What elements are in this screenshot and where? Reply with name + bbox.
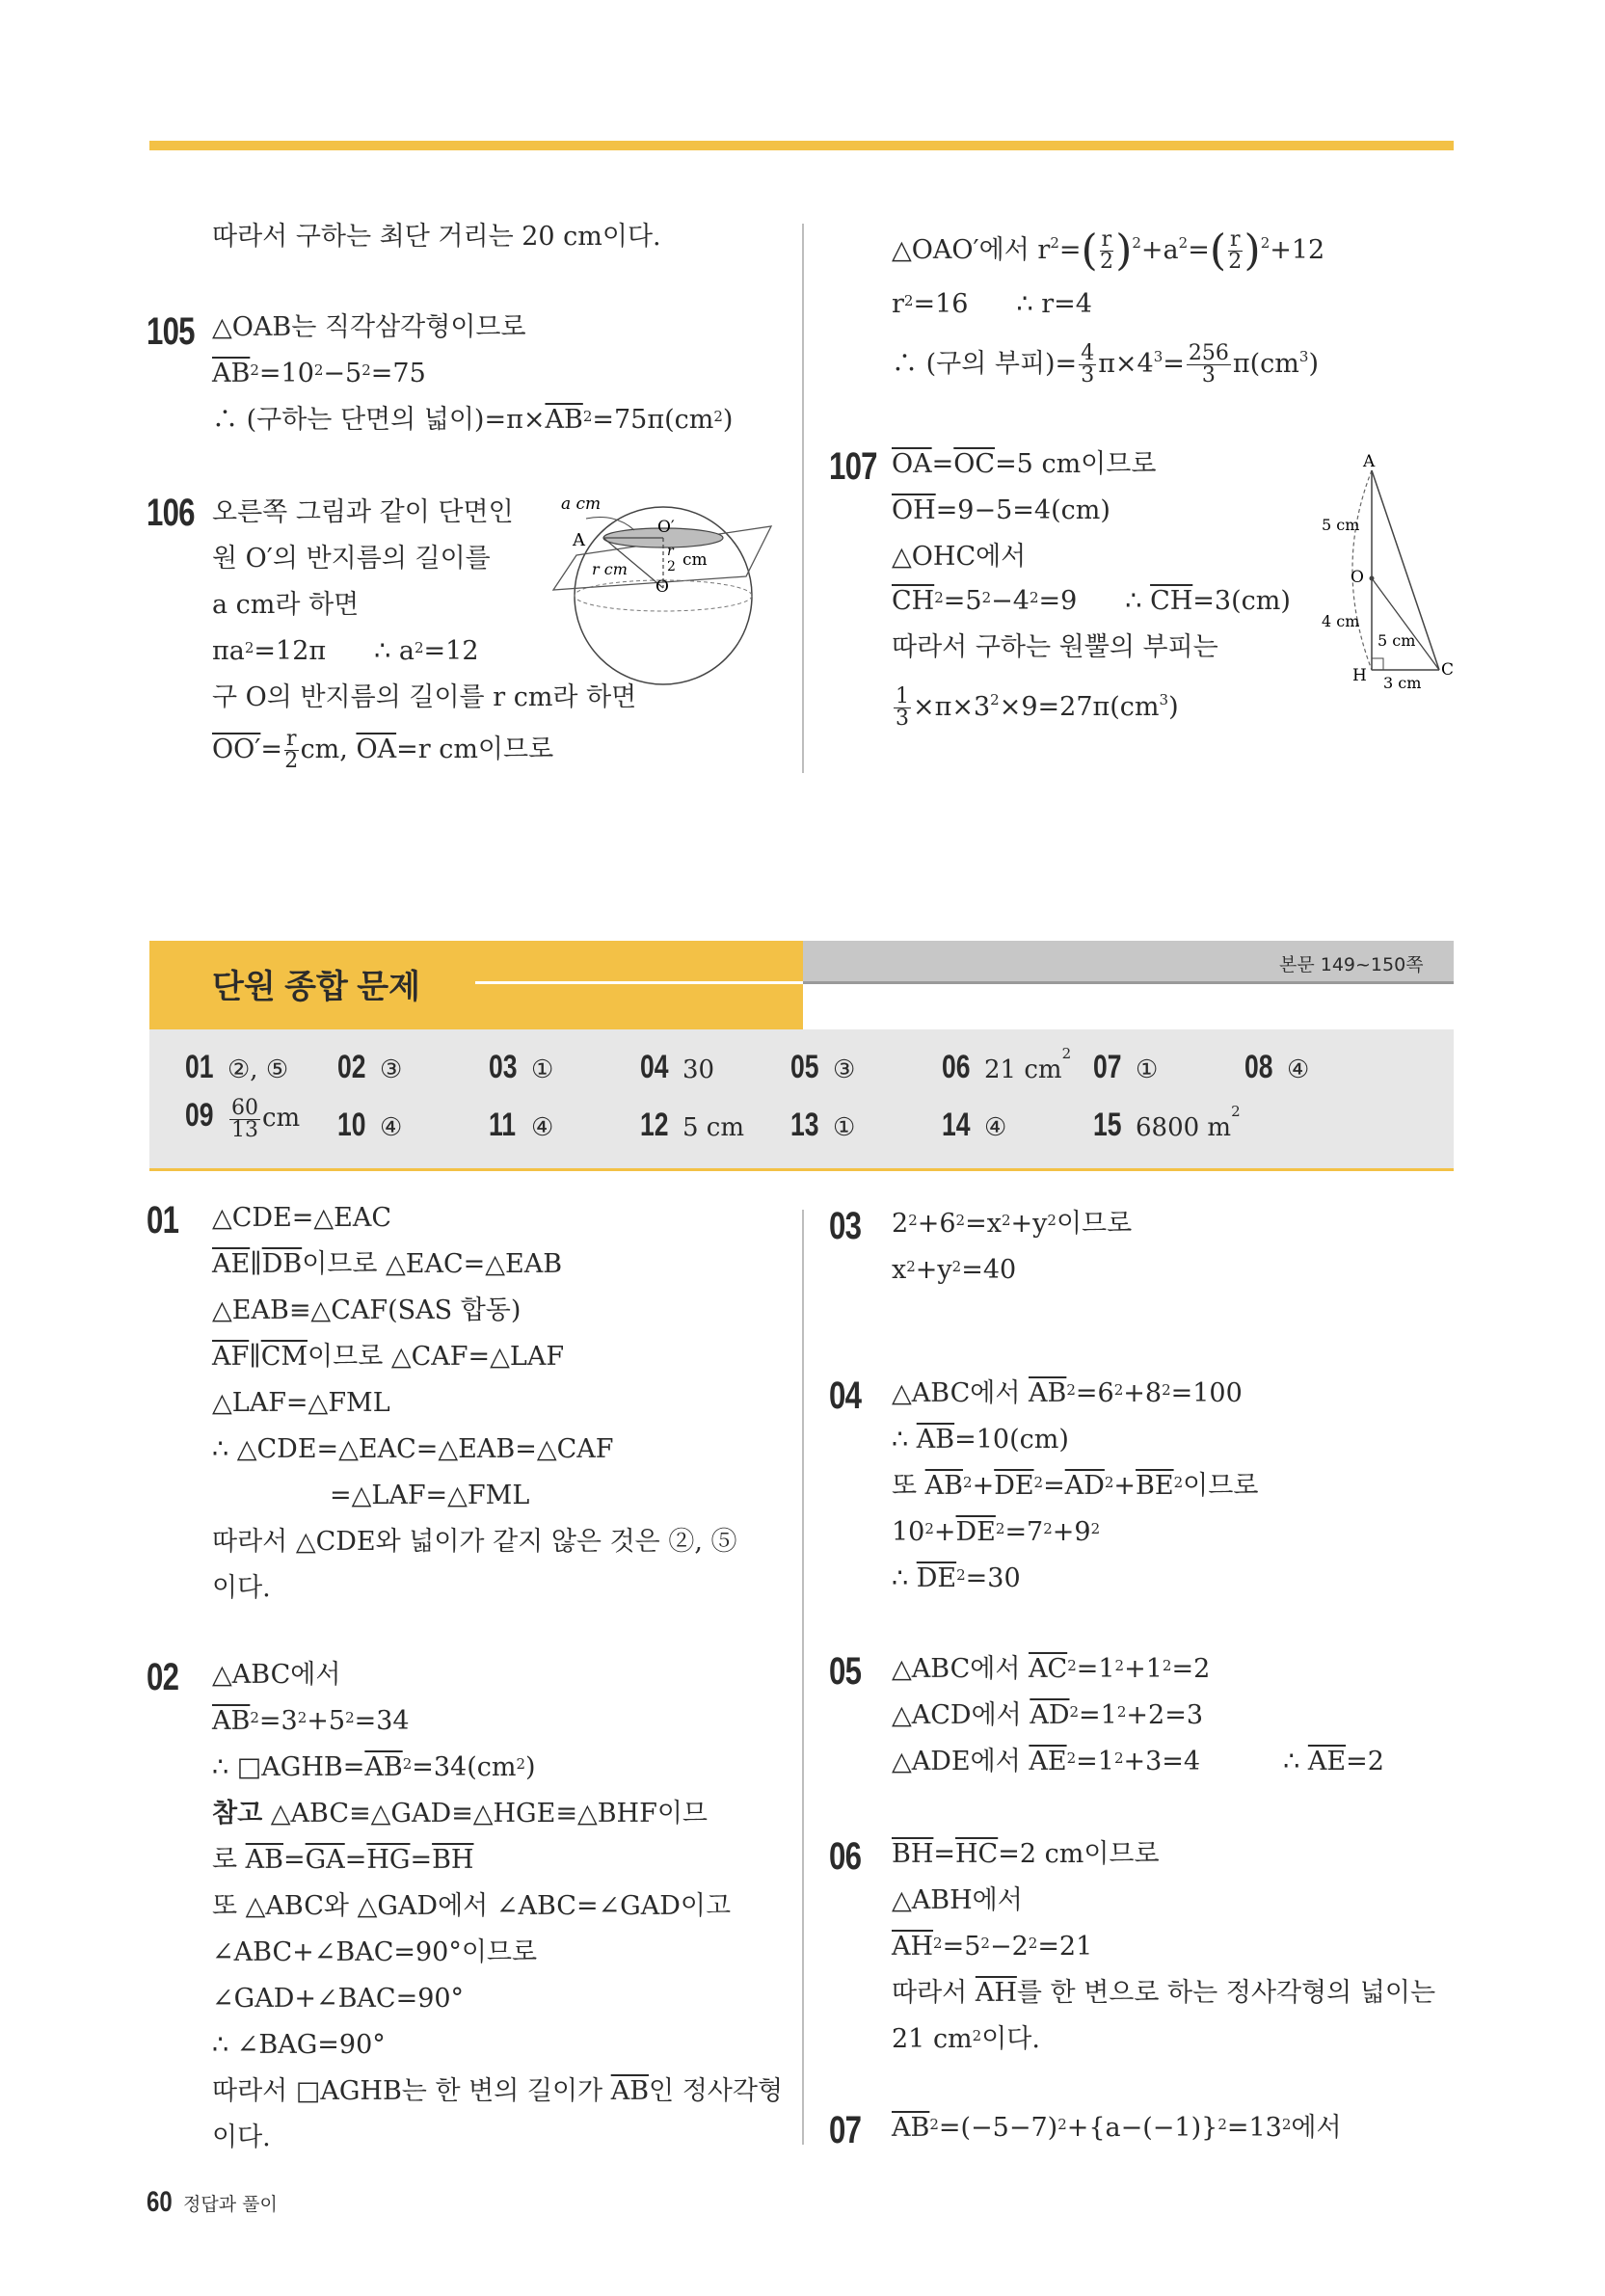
label-cm: cm [682, 550, 708, 570]
answer-07: 07 ① [1093, 1049, 1159, 1085]
answer-12: 12 5 cm [640, 1107, 745, 1143]
equation-line: 또 $\overline{AB}^2+\overline{DE}^2=\overline{AD}^2+\overline{BE}^2$이므로 [892, 1471, 1259, 1501]
equation-line: $\overline{CH}^2=5^2-4^2=9$ ∴ $\overline{CH}=3(cm)$ [892, 586, 1291, 616]
equation-line: $\overline{AB}^2=10^2-5^2=75$ [212, 359, 426, 388]
equation-line: $\frac{1}{3}$ $\times\pi\times 3^2\times 9=27\pi(cm^3)$ [896, 684, 1179, 731]
equation-line: $\overline{OA}=\overline{OC}=5$ cm이므로 [892, 449, 1157, 479]
problem-number-07: 07 [829, 2109, 862, 2151]
section-header-line-gray [803, 981, 1454, 984]
equation-line: ∴ $\overline{DE}^2=30$ [892, 1563, 1021, 1593]
equation-line: $\overline{AF}\parallel\overline{CM}$이므로 △CAF=△LAF [212, 1342, 565, 1372]
text-line: 따라서 구하는 최단 거리는 20 cm이다. [212, 222, 661, 252]
problem-number-01: 01 [147, 1199, 179, 1241]
label-r: r [667, 544, 674, 559]
answer-08: 08 ④ [1244, 1049, 1310, 1085]
answer-02: 02 ③ [337, 1049, 403, 1085]
label-5cm: 5 cm [1322, 516, 1360, 534]
problem-number-04: 04 [829, 1375, 862, 1417]
problem-number-02: 02 [147, 1656, 179, 1698]
answer-05: 05 ③ [790, 1049, 856, 1085]
text-line: 따라서 구하는 원뿔의 부피는 [892, 632, 1218, 662]
text-line: ∴ ∠BAG=90° [212, 2030, 386, 2060]
equation-line: △OAO′에서 $r^2=$( $\frac{r}{2}$ )$^2+a^2=$( $\frac{r}{2}$ )$^2$+12 [892, 226, 1325, 276]
equation-line: $\overline{AB}^2=(-5-7)^2+\{a-(-1)\}^2=13^2$에서 [892, 2113, 1342, 2143]
cone-cross-section-figure [1316, 453, 1460, 694]
text-line: 이다. [212, 2122, 271, 2152]
answer-01: 01 ②, ⑤ [185, 1049, 289, 1085]
text-line: 원 O′의 반지름의 길이를 [212, 544, 491, 574]
text-line: 따라서 △CDE와 넓이가 같지 않은 것은 ②, ⑤ [212, 1527, 737, 1557]
answer-key-bottom-line [149, 1168, 1454, 1171]
equation-line: 따라서 □AGHB는 한 변의 길이가 $\overline{AB}$인 정사각형 [212, 2076, 784, 2106]
label-A: A [1363, 453, 1376, 471]
section-page-range: 본문 149~150쪽 [1279, 954, 1424, 975]
text-line: △ABC에서 [212, 1660, 341, 1690]
footer-label: 정답과 풀이 [183, 2194, 278, 2215]
label-r-cm: r cm [592, 560, 628, 578]
equation-line: $2^2+6^2=x^2+y^2$이므로 [892, 1209, 1133, 1239]
problem-number-106: 106 [147, 492, 195, 534]
label-A: A [573, 530, 585, 550]
text-line: =△LAF=△FML [330, 1481, 530, 1510]
text-line: ∴ △CDE=△EAC=△EAB=△CAF [212, 1434, 614, 1464]
problem-number-05: 05 [829, 1650, 862, 1693]
text-line: △OAB는 직각삼각형이므로 [212, 312, 526, 342]
answer-15: 15 6800 $m^2$ [1093, 1103, 1241, 1143]
equation-line: $\overline{OH}=9-5=4(cm)$ [892, 495, 1110, 525]
top-accent-bar [149, 141, 1454, 150]
text-line: 이다. [212, 1573, 271, 1603]
note-line: 참고 △ABC≡△GAD≡△HGE≡△BHF이므 [212, 1799, 709, 1829]
equation-line: $x^2+y^2=40$ [892, 1255, 1017, 1285]
problem-number-06: 06 [829, 1835, 862, 1878]
label-5cm-2: 5 cm [1378, 631, 1416, 650]
text-line: 오른쪽 그림과 같이 단면인 [212, 497, 514, 527]
equation-line: 로 $\overline{AB}=\overline{GA}=\overline{HG}=\overline{BH}$ [212, 1845, 474, 1875]
label-a-cm: a cm [561, 494, 602, 514]
answer-11: 11 ④ [489, 1107, 554, 1143]
text-line: △LAF=△FML [212, 1388, 390, 1418]
equation-line: $\overline{AH}^2=5^2-2^2=21$ [892, 1932, 1093, 1962]
section-title: 단원 종합 문제 [212, 969, 420, 1005]
text-line: 또 △ABC와 △GAD에서 ∠ABC=∠GAD이고 [212, 1891, 732, 1921]
label-H: H [1352, 666, 1367, 685]
equation-line: △ACD에서 $\overline{AD}^2=1^2+2=3$ [892, 1700, 1203, 1730]
text-line: ∠GAD+∠BAC=90° [212, 1984, 465, 2014]
label-C: C [1441, 660, 1455, 680]
equation-line: ∴ $\overline{AB}=10(cm)$ [892, 1425, 1069, 1455]
text-line: △OHC에서 [892, 542, 1027, 572]
equation-line: ∴ $□AGHB=\overline{AB}^2=34(cm^2)$ [212, 1752, 536, 1782]
page-number: 60 [147, 2186, 173, 2218]
label-O: O [655, 577, 669, 597]
answer-14: 14 ④ [942, 1107, 1007, 1143]
column-divider [802, 224, 804, 773]
equation-line: $10^2+\overline{DE}^2=7^2+9^2$ [892, 1517, 1101, 1547]
equation-line: $\overline{AE}\parallel\overline{DB}$이므로 △EAC=△EAB [212, 1249, 563, 1279]
label-2: 2 [667, 559, 676, 574]
answer-10: 10 ④ [337, 1107, 403, 1143]
equation-line: $r^2=16$ ∴ r=4 [892, 289, 1092, 319]
answer-04: 04 30 [640, 1049, 715, 1085]
answer-09: 09 $\frac{60}{13}$ cm [185, 1095, 301, 1142]
equation-line: ∴ (구의 부피)= $\frac{4}{3}$ $\pi\times 4^3=$ $\frac{256}{3}$ $\pi(cm^3)$ [892, 341, 1320, 387]
answer-03: 03 ① [489, 1049, 554, 1085]
equation-line: △ABC에서 $\overline{AC}^2=1^2+1^2=2$ [892, 1654, 1211, 1684]
answer-06: 06 21 $cm^2$ [942, 1045, 1072, 1085]
problem-number-03: 03 [829, 1205, 862, 1247]
equation-line: $\overline{AB}^2=3^2+5^2=34$ [212, 1706, 410, 1736]
text-line: △ABH에서 [892, 1885, 1023, 1915]
equation-line: △ADE에서 $\overline{AE}^2=1^2+3=4$ ∴ $\overline{AE}=2$ [892, 1747, 1384, 1776]
text-line: a cm라 하면 [212, 590, 360, 620]
equation-line: ∴ (구하는 단면의 넓이)$=\pi\times\overline{AB}^2=75\pi(cm^2)$ [212, 405, 734, 435]
equation-line: 따라서 $\overline{AH}$를 한 변으로 하는 정사각형의 넓이는 [892, 1978, 1436, 2008]
text-line: 구 O의 반지름의 길이를 r cm라 하면 [212, 682, 637, 712]
column-divider-lower [802, 1210, 804, 2145]
problem-number-107: 107 [829, 445, 877, 488]
label-O: O [1351, 568, 1364, 587]
equation-line: △ABC에서 $\overline{AB}^2=6^2+8^2=100$ [892, 1378, 1243, 1408]
text-line: △EAB≡△CAF(SAS 합동) [212, 1295, 522, 1325]
text-line: △CDE=△EAC [212, 1203, 392, 1233]
answer-13: 13 ① [790, 1107, 856, 1143]
equation-line: $\overline{BH}=\overline{HC}=2$ cm이므로 [892, 1839, 1160, 1869]
label-O-prime: O′ [657, 518, 675, 537]
label-4cm: 4 cm [1322, 612, 1360, 630]
label-3cm: 3 cm [1383, 674, 1422, 692]
equation-line: $\pi a^2=12\pi$ ∴ $a^2=12$ [212, 636, 479, 666]
problem-number-105: 105 [147, 310, 195, 353]
text-line: ∠ABC+∠BAC=90°이므로 [212, 1937, 538, 1967]
sphere-cross-section-figure [548, 492, 779, 704]
equation-line: OO′= $\frac{r}{2}$ cm, $\overline{OA}=r$ cm이므로 [212, 727, 554, 773]
equation-line: 21 $cm^2$이다. [892, 2024, 1040, 2054]
